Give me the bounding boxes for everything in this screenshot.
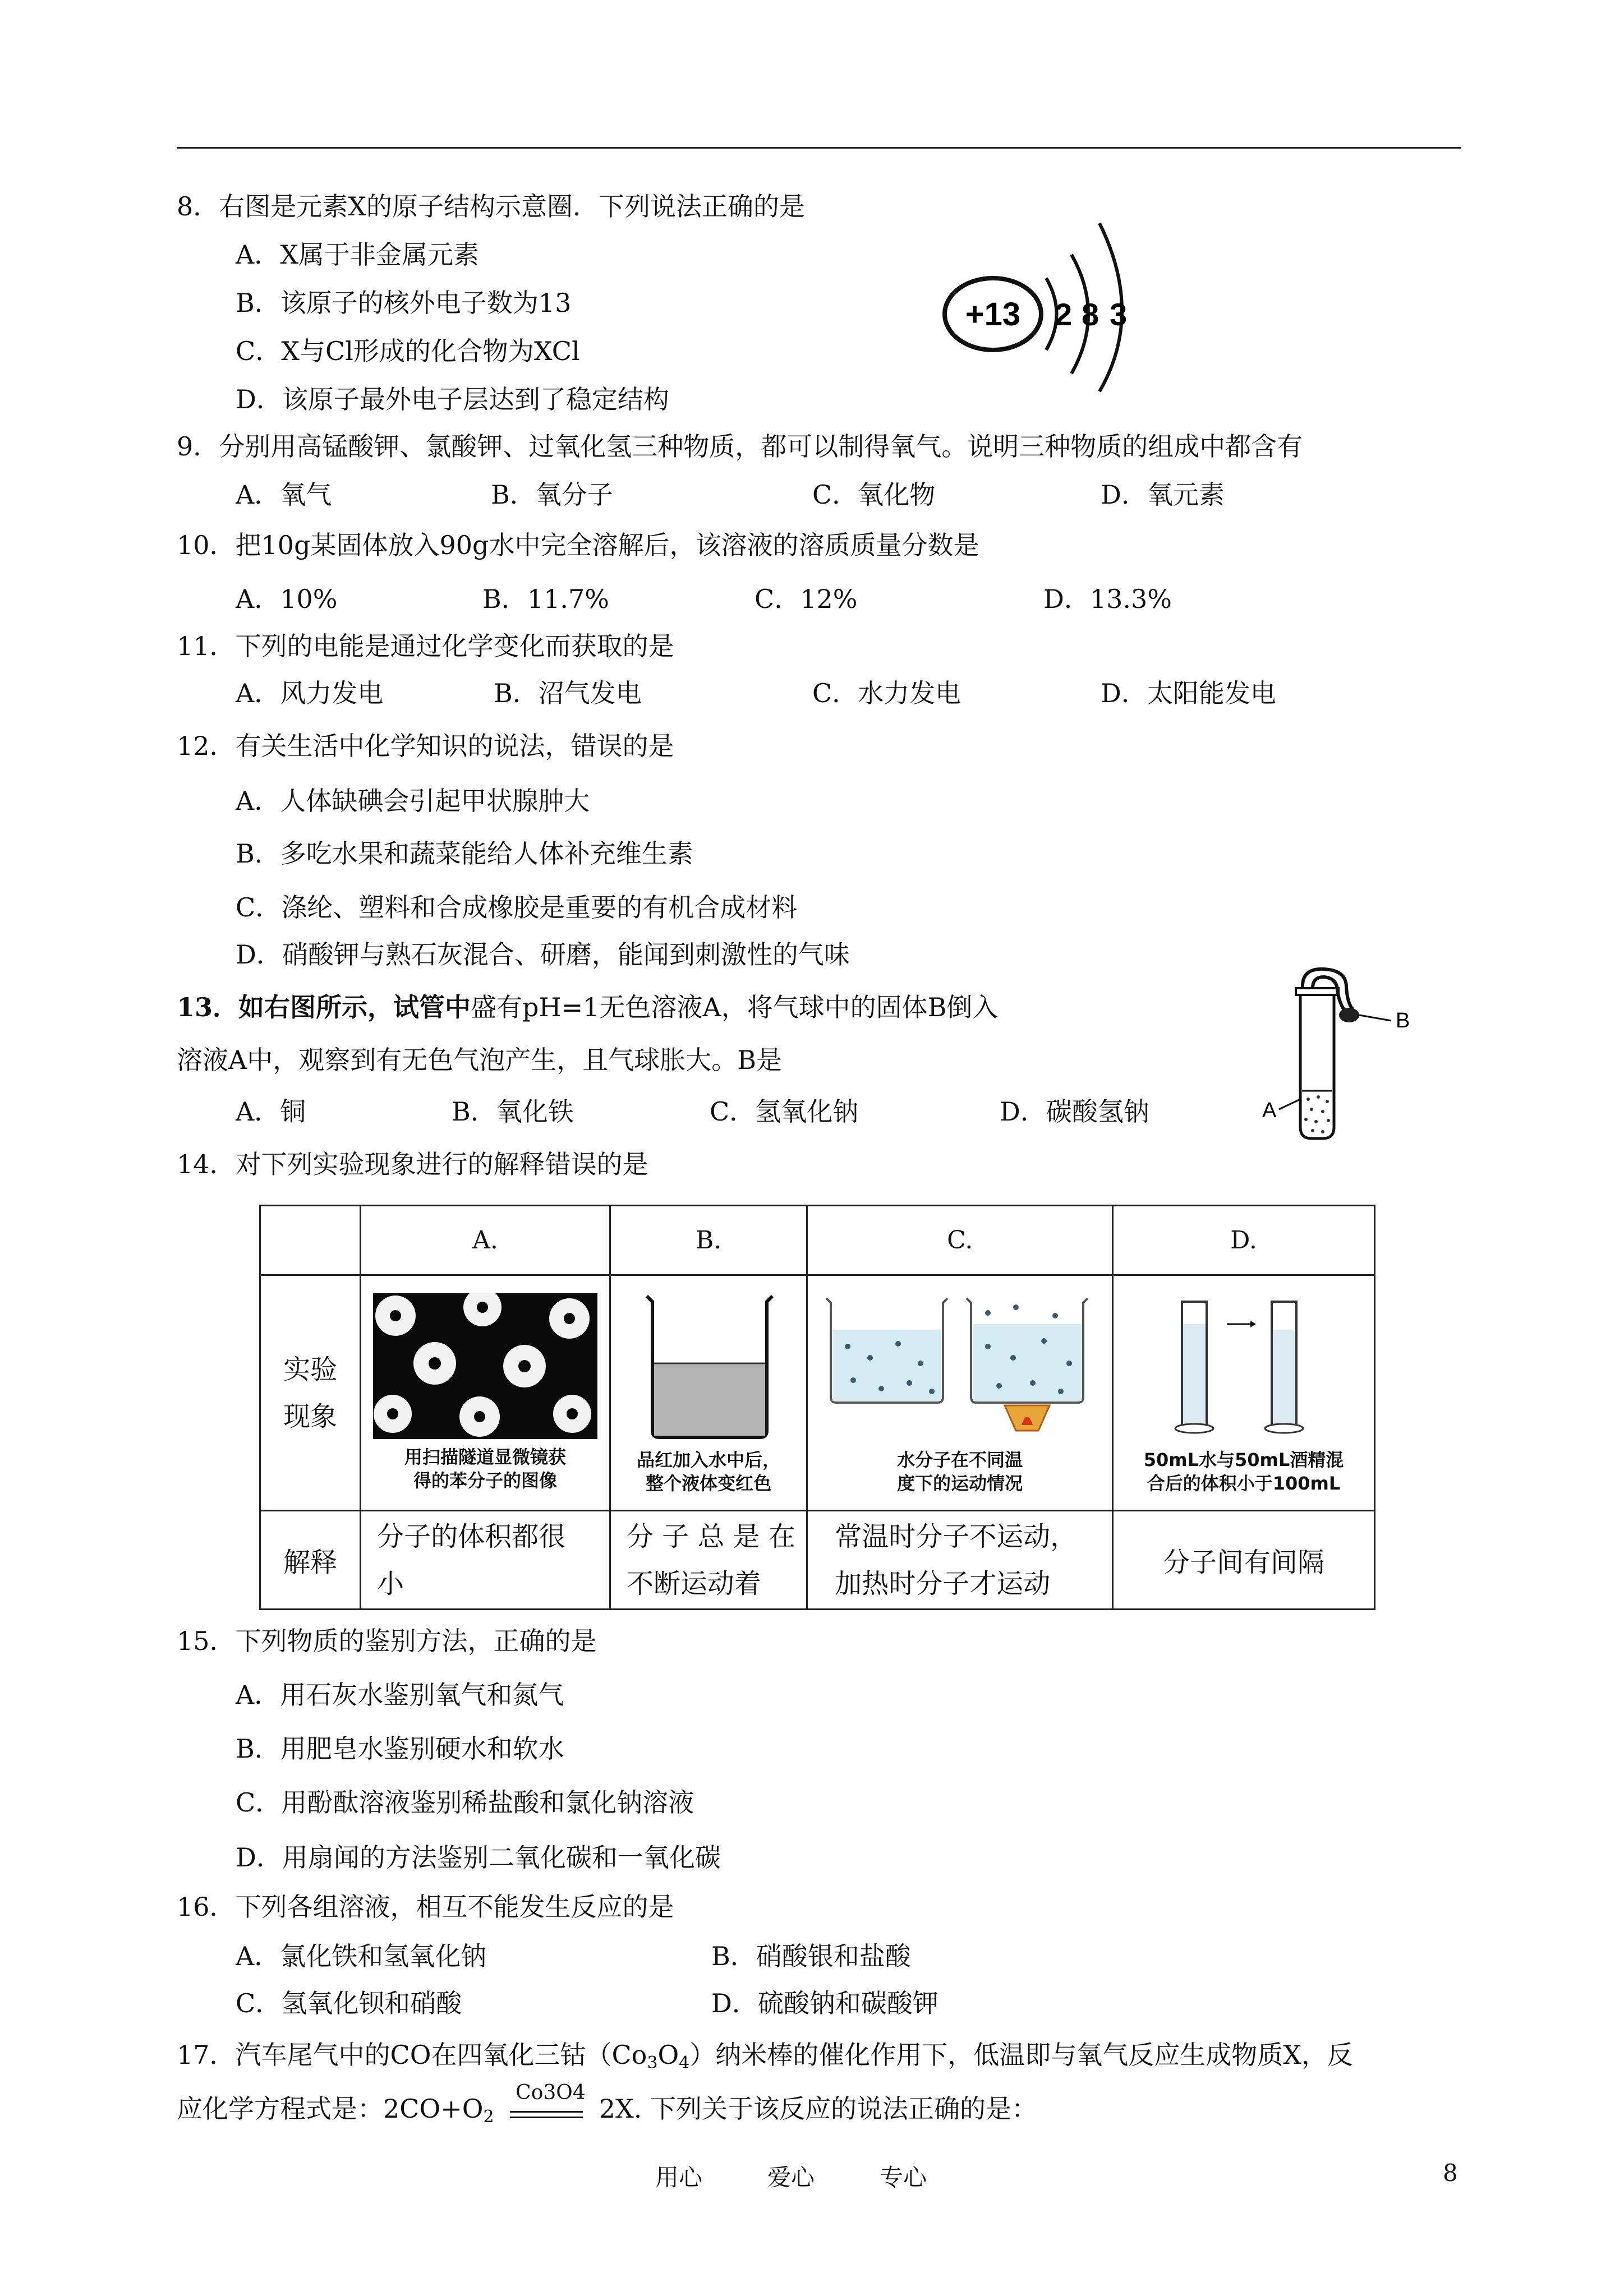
label-b: B (1396, 1009, 1410, 1032)
q17-stem: 17．汽车尾气中的CO在四氧化三钴$(Co_3O_4)$纳米棒的催化作用下，低温即与氧气反应生成物质X，反 (177, 2040, 1353, 2073)
caption-b-1: 品红加入水中后， (637, 1449, 781, 1470)
q13-option-b: B．氧化铁 (452, 1096, 574, 1127)
shell-2-count: 8 (1082, 297, 1099, 332)
q9-option-d: D．氧元素 (1101, 480, 1225, 510)
row-label-explain: 解释 (260, 1511, 361, 1610)
footer-zhuanxin: 专心 (880, 2164, 927, 2191)
q17-equation-line: 应化学方程式是：$2CO+O_2$ Co3O4 2X. 下列关于该反应的说法正确的是： (177, 2081, 1038, 2127)
q8-stem: 8．右图是元素X的原子结构示意圈．下列说法正确的是 (177, 191, 806, 222)
footer-yongxin: 用心 (655, 2164, 703, 2191)
q13-stem-rest: 盛有pH=1无色溶液A，将气球中的固体B倒入 (471, 992, 999, 1022)
benzene-stm-image (373, 1293, 597, 1439)
q10-option-c: C．12% (755, 584, 858, 614)
explain-a: 分子的体积都很 小 (361, 1511, 610, 1610)
caption-c-2: 度下的运动情况 (897, 1473, 1023, 1494)
q15-option-d: D．用扇闻的方法鉴别二氧化碳和一氧化碳 (236, 1842, 721, 1873)
q9-stem: 9．分别用高锰酸钾、氯酸钾、过氧化氢三种物质，都可以制得氧气。说明三种物质的组成中都含有 (177, 431, 1303, 462)
nucleus-label: +13 (965, 296, 1021, 333)
q8-option-b: B．该原子的核外电子数为13 (236, 288, 572, 318)
q9-option-b: B．氧分子 (491, 480, 613, 510)
q16-stem: 16．下列各组溶液，相互不能发生反应的是 (177, 1892, 674, 1922)
cell-b-image (610, 1275, 807, 1511)
page-number: 8 (1443, 2159, 1458, 2187)
beaker-image (636, 1290, 781, 1442)
shell-3-count: 3 (1110, 297, 1128, 332)
explain-c: 常温时分子不运动， 加热时分子才运动 (807, 1511, 1113, 1610)
explain-d: 分子间有间隔 (1113, 1511, 1375, 1610)
graduated-cylinders-image (1160, 1290, 1328, 1442)
q8-option-c: C．X与Cl形成的化合物为XCl (236, 336, 580, 366)
cell-c-image (807, 1275, 1113, 1511)
q13-option-d: D．碳酸氢钠 (1000, 1096, 1149, 1127)
q8-option-d: D．该原子最外电子层达到了稳定结构 (236, 384, 669, 414)
caption-d-1: 50mL水与50mL酒精混 (1143, 1449, 1344, 1470)
q15-option-c: C．用酚酞溶液鉴别稀盐酸和氯化钠溶液 (236, 1787, 694, 1818)
q13-stem (177, 990, 998, 1024)
caption-c-1: 水分子在不同温 (897, 1449, 1023, 1470)
q12-option-b: B．多吃水果和蔬菜能给人体补充维生素 (236, 838, 693, 869)
q14-stem: 14．对下列实验现象进行的解释错误的是 (177, 1149, 648, 1179)
test-tube-balloon-diagram (1257, 965, 1425, 1144)
q12-option-d: D．硝酸钾与熟石灰混合、研磨，能闻到刺激性的气味 (236, 939, 850, 970)
q11-stem: 11．下列的电能是通过化学变化而获取的是 (177, 631, 674, 661)
row-label-phenomenon: 实验 现象 (260, 1275, 361, 1511)
q15-option-b: B．用肥皂水鉴别硬水和软水 (236, 1733, 564, 1764)
q9-option-a: A．氧气 (236, 480, 332, 510)
q16-option-a: A．氯化铁和氢氧化钠 (236, 1941, 487, 1971)
q10-option-b: B．11.7% (482, 584, 609, 614)
q11-option-b: B．沼气发电 (494, 678, 642, 708)
q11-option-d: D．太阳能发电 (1101, 678, 1276, 708)
q16-option-d: D．硫酸钠和碳酸钾 (711, 1988, 938, 2018)
explain-b: 分 子 总 是 在 不断运动着 (610, 1511, 807, 1610)
q11-option-c: C．水力发电 (812, 678, 961, 708)
water-molecules-image (820, 1290, 1100, 1442)
q10-option-a: A．10% (236, 584, 338, 614)
cell-d-image (1113, 1275, 1375, 1511)
q14-table (259, 1205, 1375, 1610)
table-corner (260, 1206, 361, 1275)
q16-option-b: B．硝酸银和盐酸 (711, 1941, 911, 1971)
caption-a-2: 得的苯分子的图像 (413, 1470, 558, 1491)
q10-option-d: D．13.3% (1043, 584, 1172, 614)
cell-a-image (361, 1275, 610, 1511)
atom-structure-diagram (937, 218, 1139, 397)
q10-stem: 10．把10g某固体放入90g水中完全溶解后，该溶液的溶质质量分数是 (177, 530, 979, 560)
q12-option-c: C．涤纶、塑料和合成橡胶是重要的有机合成材料 (236, 892, 798, 923)
label-a: A (1262, 1099, 1277, 1122)
footer-aixin: 爱心 (767, 2164, 815, 2191)
q15-option-a: A．用石灰水鉴别氧气和氮气 (236, 1680, 564, 1710)
q8-option-a: A．X属于非金属元素 (236, 239, 479, 270)
q12-option-a: A．人体缺碘会引起甲状腺肿大 (236, 786, 590, 816)
q11-option-a: A．风力发电 (236, 678, 384, 708)
caption-b-2: 整个液体变红色 (646, 1473, 772, 1494)
header-rule (177, 147, 1461, 149)
q16-option-c: C．氢氧化钡和硝酸 (236, 1988, 462, 2018)
shell-1-count: 2 (1055, 297, 1073, 332)
q9-option-c: C．氧化物 (812, 480, 936, 510)
q12-stem: 12．有关生活中化学知识的说法，错误的是 (177, 731, 674, 761)
catalyst-equals (510, 2081, 586, 2122)
caption-a-1: 用扫描隧道显微镜获 (404, 1446, 567, 1468)
q13-option-a: A．铜 (236, 1096, 306, 1127)
q13-option-c: C．氢氧化钠 (710, 1096, 859, 1127)
q15-stem: 15．下列物质的鉴别方法，正确的是 (177, 1626, 597, 1656)
caption-d-2: 合后的体积小于100mL (1147, 1473, 1341, 1494)
col-header-a: A. (361, 1206, 610, 1275)
q13-stem-bold: 13．如右图所示，试管中 (177, 992, 471, 1022)
catalyst-label: Co3O4 (516, 2081, 586, 2104)
q13-stem-line2: 溶液A中，观察到有无色气泡产生，且气球胀大。B是 (177, 1045, 783, 1075)
col-header-c: C. (807, 1206, 1113, 1275)
col-header-d: D. (1113, 1206, 1375, 1275)
col-header-b: B. (610, 1206, 807, 1275)
